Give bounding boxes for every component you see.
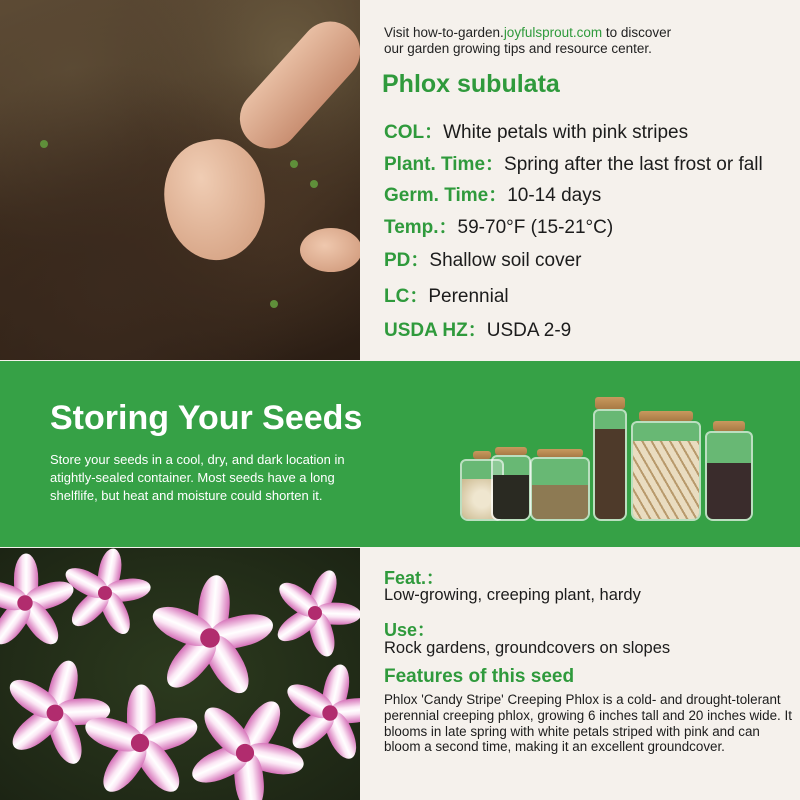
sprout-icon bbox=[310, 180, 318, 188]
spec-value: Shallow soil cover bbox=[429, 250, 582, 271]
use-value: Rock gardens, groundcovers on slopes bbox=[384, 639, 671, 657]
jar-icon bbox=[530, 457, 590, 521]
jar-icon bbox=[593, 409, 627, 521]
flower-icon bbox=[60, 548, 150, 638]
plant-name: Phlox subulata bbox=[382, 70, 560, 98]
jar-icon bbox=[631, 421, 701, 521]
spec-color bbox=[384, 117, 688, 144]
cork-icon bbox=[713, 421, 745, 431]
spec-key: USDA HZ： bbox=[384, 320, 487, 341]
arm-shape bbox=[228, 9, 360, 161]
spec-value: 10-14 days bbox=[507, 185, 602, 206]
flower-icon bbox=[270, 568, 360, 658]
spec-key: PD： bbox=[384, 250, 430, 271]
features-text: Phlox 'Candy Stripe' Creeping Phlox is a cold- and drought-tolerant perennial creeping phlox, growing 6 inches tall and 20 inches wide. It blooms in late spring with white petals striped with pink and can bloom a second time, making it an excellent groundcover. bbox=[384, 692, 792, 755]
sprout-icon bbox=[40, 140, 48, 148]
feat-label: Feat.： bbox=[384, 568, 445, 588]
feat-value: Low-growing, creeping plant, hardy bbox=[384, 586, 641, 604]
use-label: Use： bbox=[384, 620, 436, 640]
visit-suffix: to discover bbox=[602, 25, 672, 40]
storing-text: Store your seeds in a cool, dry, and dark location in atightly-sealed container. Most seeds have a long shelflife, but heat and moisture could shorten it. bbox=[50, 452, 345, 503]
spec-key: Plant. Time： bbox=[384, 154, 505, 175]
cork-icon bbox=[639, 411, 693, 421]
sprout-icon bbox=[270, 300, 278, 308]
spec-value: Perennial bbox=[428, 286, 509, 307]
plant-info-panel bbox=[360, 0, 800, 360]
phlox-flowers-photo bbox=[0, 548, 360, 800]
sprout-icon bbox=[290, 160, 298, 168]
spec-value: Spring after the last frost or fall bbox=[504, 154, 763, 175]
storing-title: Storing Your Seeds bbox=[50, 399, 363, 437]
visit-line-2: our garden growing tips and resource center. bbox=[384, 41, 652, 56]
spec-key: COL： bbox=[384, 122, 444, 143]
cork-icon bbox=[537, 449, 583, 457]
cork-icon bbox=[473, 451, 491, 459]
spec-planting-depth bbox=[384, 245, 581, 272]
visit-notice bbox=[384, 25, 784, 57]
visit-prefix: Visit how-to-garden. bbox=[384, 25, 504, 40]
flower-icon bbox=[281, 664, 361, 763]
flower-icon bbox=[147, 575, 273, 701]
spec-value: White petals with pink stripes bbox=[443, 122, 689, 143]
top-section bbox=[0, 0, 800, 360]
spec-value: 59-70°F (15-21°C) bbox=[457, 217, 614, 238]
seed-jars-illustration bbox=[455, 381, 765, 541]
hand-sowing-seeds-photo bbox=[0, 0, 360, 360]
spec-plant-time bbox=[384, 149, 763, 176]
spec-germ-time bbox=[384, 180, 601, 207]
spec-value: USDA 2-9 bbox=[486, 320, 572, 341]
spec-life-cycle bbox=[384, 281, 509, 308]
spec-key: LC： bbox=[384, 286, 429, 307]
site-link[interactable]: joyfulsprout.com bbox=[503, 25, 603, 40]
spec-hardiness-zone bbox=[384, 315, 571, 342]
cork-icon bbox=[595, 397, 625, 409]
jar-icon bbox=[491, 455, 531, 521]
storing-seeds-band bbox=[0, 361, 800, 547]
cork-icon bbox=[495, 447, 527, 455]
spec-temperature bbox=[384, 212, 613, 239]
hand-shape bbox=[155, 132, 274, 268]
features-title: Features of this seed bbox=[384, 666, 575, 687]
seed-details-panel bbox=[360, 548, 800, 800]
spec-key: Temp.： bbox=[384, 217, 458, 238]
second-hand-shape bbox=[300, 228, 360, 272]
flower-icon bbox=[82, 685, 199, 800]
spec-key: Germ. Time： bbox=[384, 185, 508, 206]
jar-icon bbox=[705, 431, 753, 521]
